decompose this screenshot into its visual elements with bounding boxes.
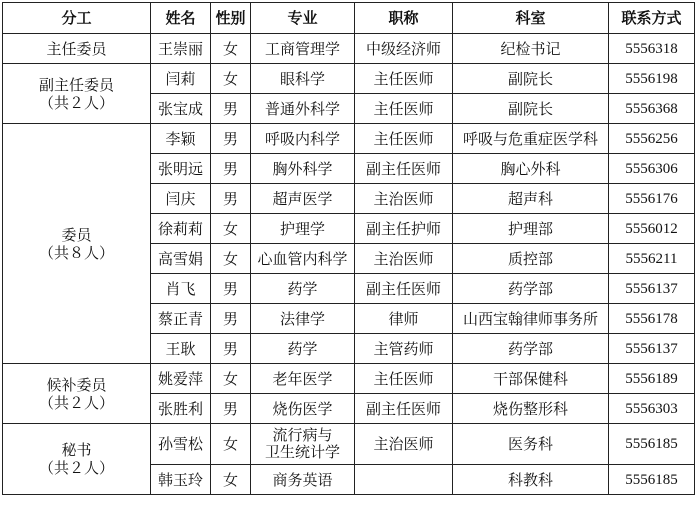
cell-dept: 呼吸与危重症医学科 [453, 124, 609, 154]
cell-title: 中级经济师 [355, 34, 453, 64]
group-role: 委员 [61, 225, 92, 244]
cell-name: 王崇丽 [151, 34, 211, 64]
cell-major-line: 流行病与 [272, 426, 333, 444]
group-count: （共２人） [38, 393, 114, 412]
cell-phone: 5556189 [609, 364, 695, 394]
cell-name: 王耿 [151, 334, 211, 364]
cell-major: 药学 [251, 334, 355, 364]
cell-major: 老年医学 [251, 364, 355, 394]
cell-dept: 超声科 [453, 184, 609, 214]
cell-dept: 医务科 [453, 424, 609, 465]
group-count: （共２人） [38, 93, 114, 112]
staff-table [2, 2, 695, 495]
cell-title: 副主任护师 [355, 214, 453, 244]
cell-gender: 女 [211, 244, 251, 274]
header-dept: 科室 [453, 3, 609, 34]
cell-gender: 男 [211, 184, 251, 214]
cell-dept: 护理部 [453, 214, 609, 244]
cell-dept: 质控部 [453, 244, 609, 274]
cell-name: 姚爱萍 [151, 364, 211, 394]
cell-gender: 男 [211, 124, 251, 154]
cell-title [355, 465, 453, 495]
table-row [3, 64, 695, 94]
cell-phone: 5556137 [609, 274, 695, 304]
cell-major-line: 卫生统计学 [264, 443, 340, 461]
cell-title: 主治医师 [355, 244, 453, 274]
header-gender: 性别 [211, 3, 251, 34]
cell-title: 副主任医师 [355, 274, 453, 304]
cell-gender: 女 [211, 424, 251, 465]
cell-title: 主任医师 [355, 124, 453, 154]
header-name: 姓名 [151, 3, 211, 34]
cell-major: 工商管理学 [251, 34, 355, 64]
group-role: 秘书 [61, 441, 92, 459]
cell-major: 法律学 [251, 304, 355, 334]
cell-major: 普通外科学 [251, 94, 355, 124]
header-role: 分工 [3, 3, 151, 34]
cell-name: 闫庆 [151, 184, 211, 214]
cell-title: 主治医师 [355, 184, 453, 214]
cell-dept: 副院长 [453, 94, 609, 124]
cell-phone: 5556318 [609, 34, 695, 64]
table-row [3, 34, 695, 64]
cell-dept: 山西宝翰律师事务所 [453, 304, 609, 334]
header-title: 职称 [355, 3, 453, 34]
cell-phone: 5556176 [609, 184, 695, 214]
cell-gender: 男 [211, 334, 251, 364]
cell-gender: 男 [211, 304, 251, 334]
cell-name: 高雪娟 [151, 244, 211, 274]
cell-major: 护理学 [251, 214, 355, 244]
header-row [3, 3, 695, 34]
cell-dept: 胸心外科 [453, 154, 609, 184]
cell-title: 主任医师 [355, 64, 453, 94]
cell-name: 孙雪松 [151, 424, 211, 465]
cell-phone: 5556178 [609, 304, 695, 334]
cell-major: 心血管内科学 [251, 244, 355, 274]
cell-dept: 干部保健科 [453, 364, 609, 394]
cell-title: 主治医师 [355, 424, 453, 465]
header-major: 专业 [251, 3, 355, 34]
cell-name: 闫莉 [151, 64, 211, 94]
cell-phone: 5556137 [609, 334, 695, 364]
cell-gender: 男 [211, 94, 251, 124]
cell-phone: 5556185 [609, 465, 695, 495]
cell-phone: 5556303 [609, 394, 695, 424]
cell-name: 张胜利 [151, 394, 211, 424]
cell-major: 烧伤医学 [251, 394, 355, 424]
group-role: 副主任委员 [38, 75, 114, 94]
cell-phone: 5556185 [609, 424, 695, 465]
cell-title: 律师 [355, 304, 453, 334]
group-cell [3, 64, 151, 124]
group-count: （共８人） [38, 243, 114, 262]
cell-phone: 5556256 [609, 124, 695, 154]
cell-major: 超声医学 [251, 184, 355, 214]
cell-name: 李颖 [151, 124, 211, 154]
cell-dept: 副院长 [453, 64, 609, 94]
cell-title: 副主任医师 [355, 154, 453, 184]
cell-gender: 男 [211, 154, 251, 184]
cell-gender: 男 [211, 394, 251, 424]
cell-gender: 女 [211, 465, 251, 495]
table-row [3, 364, 695, 394]
cell-major: 药学 [251, 274, 355, 304]
cell-dept: 药学部 [453, 334, 609, 364]
cell-gender: 女 [211, 64, 251, 94]
cell-phone: 5556198 [609, 64, 695, 94]
cell-name: 肖飞 [151, 274, 211, 304]
group-cell [3, 124, 151, 364]
table-row [3, 124, 695, 154]
table-row [3, 424, 695, 465]
cell-title: 副主任医师 [355, 394, 453, 424]
cell-title: 主管药师 [355, 334, 453, 364]
group-role: 主任委员 [46, 39, 107, 58]
cell-major: 眼科学 [251, 64, 355, 94]
cell-dept: 科教科 [453, 465, 609, 495]
group-cell [3, 424, 151, 495]
group-cell [3, 364, 151, 424]
cell-title: 主任医师 [355, 94, 453, 124]
cell-title: 主任医师 [355, 364, 453, 394]
group-cell [3, 34, 151, 64]
cell-name: 徐莉莉 [151, 214, 211, 244]
cell-major: 胸外科学 [251, 154, 355, 184]
cell-major: 呼吸内科学 [251, 124, 355, 154]
cell-dept: 药学部 [453, 274, 609, 304]
cell-major [251, 424, 355, 465]
header-phone: 联系方式 [609, 3, 695, 34]
cell-name: 蔡正青 [151, 304, 211, 334]
cell-phone: 5556306 [609, 154, 695, 184]
cell-name: 韩玉玲 [151, 465, 211, 495]
cell-phone: 5556012 [609, 214, 695, 244]
cell-name: 张宝成 [151, 94, 211, 124]
cell-major: 商务英语 [251, 465, 355, 495]
cell-gender: 女 [211, 34, 251, 64]
cell-dept: 烧伤整形科 [453, 394, 609, 424]
cell-gender: 女 [211, 364, 251, 394]
cell-dept: 纪检书记 [453, 34, 609, 64]
cell-name: 张明远 [151, 154, 211, 184]
group-role: 候补委员 [46, 375, 107, 394]
cell-gender: 女 [211, 214, 251, 244]
cell-phone: 5556368 [609, 94, 695, 124]
cell-phone: 5556211 [609, 244, 695, 274]
cell-gender: 男 [211, 274, 251, 304]
group-count: （共２人） [38, 459, 114, 477]
